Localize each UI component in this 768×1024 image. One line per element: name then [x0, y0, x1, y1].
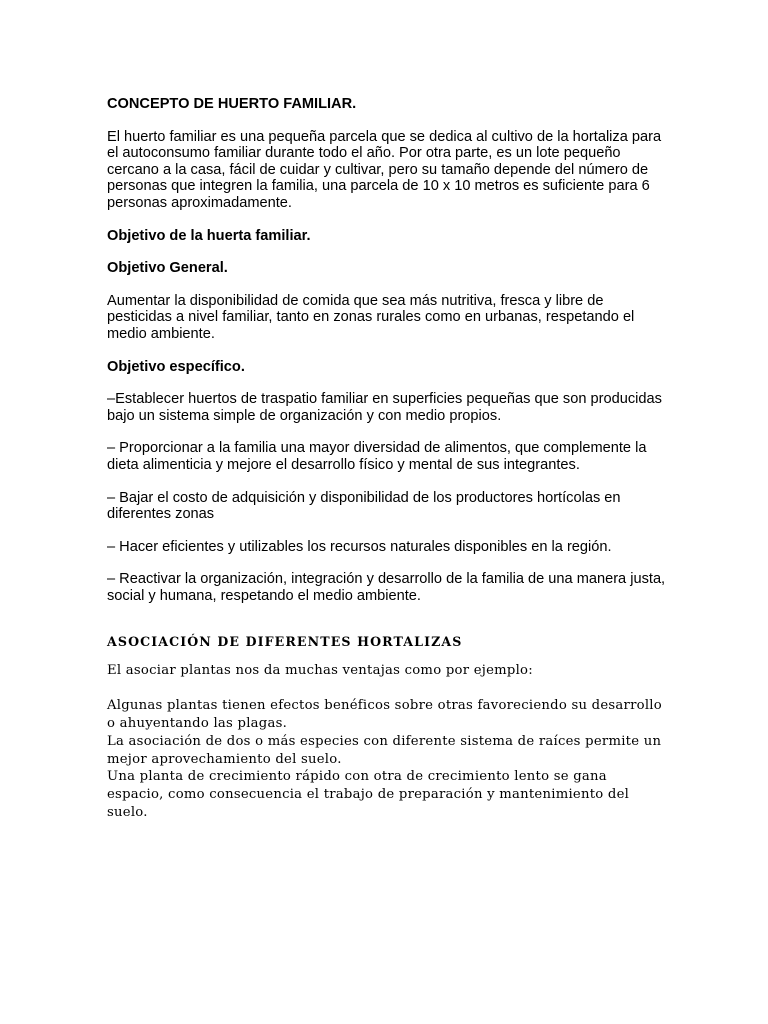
general-objective-heading: Objetivo General. — [107, 260, 228, 277]
specific-objective-heading: Objetivo específico. — [107, 358, 245, 375]
intro-paragraph: El huerto familiar es una pequeña parcela que se dedica al cultivo de la hortaliza para el autoconsumo familiar durante todo el año. Por otra parte, es un lote pequeño cercano a la casa, fácil de cuidar y cultivar, pero su tamaño depende del número de personas que integren la familia, una parcela de 10 x 10 metros es suficiente para 6 personas aproximadamente. — [107, 128, 662, 211]
specific-objective-item: – Reactivar la organización, integración y desarrollo de la familia de una manera justa, social y humana, respetando el medio ambiente. — [107, 571, 666, 604]
association-point: Una planta de crecimiento rápido con otra de crecimiento lento se gana espacio, como consecuencia el trabajo de preparación y mantenimiento del suelo. — [107, 769, 630, 821]
specific-objective-item: – Bajar el costo de adquisición y disponibilidad de los productores hortícolas en diferentes zonas — [107, 489, 621, 523]
page-title: CONCEPTO DE HUERTO FAMILIAR. — [107, 96, 357, 112]
general-objective-text: Aumentar la disponibilidad de comida que sea más nutritiva, fresca y libre de pesticidas a nivel familiar, tanto en zonas rurales como en urbanas, respetando el medio ambiente. — [107, 292, 635, 342]
specific-objectives-list — [107, 391, 667, 604]
specific-objective-item: –Establecer huertos de traspatio familiar en superficies pequeñas que son producidas bajo un sistema simple de organización y con medio propios. — [107, 391, 662, 424]
objective-heading: Objetivo de la huerta familiar. — [107, 227, 311, 244]
association-points — [107, 697, 667, 822]
specific-objective-item: – Proporcionar a la familia una mayor diversidad de alimentos, que complemente la dieta alimenticia y mejore el desarrollo físico y mental de sus integrantes. — [107, 440, 647, 473]
association-heading: ASOCIACIÓN DE DIFERENTES HORTALIZAS — [107, 634, 463, 650]
document-page — [107, 96, 667, 822]
association-intro: El asociar plantas nos da muchas ventajas como por ejemplo: — [107, 663, 533, 679]
specific-objective-item: – Hacer eficientes y utilizables los recursos naturales disponibles en la región. — [107, 538, 612, 555]
association-point: La asociación de dos o más especies con diferente sistema de raíces permite un mejor aprovechamiento del suelo. — [107, 733, 662, 767]
association-point: Algunas plantas tienen efectos benéficos sobre otras favoreciendo su desarrollo o ahuyentando las plagas. — [107, 698, 662, 732]
